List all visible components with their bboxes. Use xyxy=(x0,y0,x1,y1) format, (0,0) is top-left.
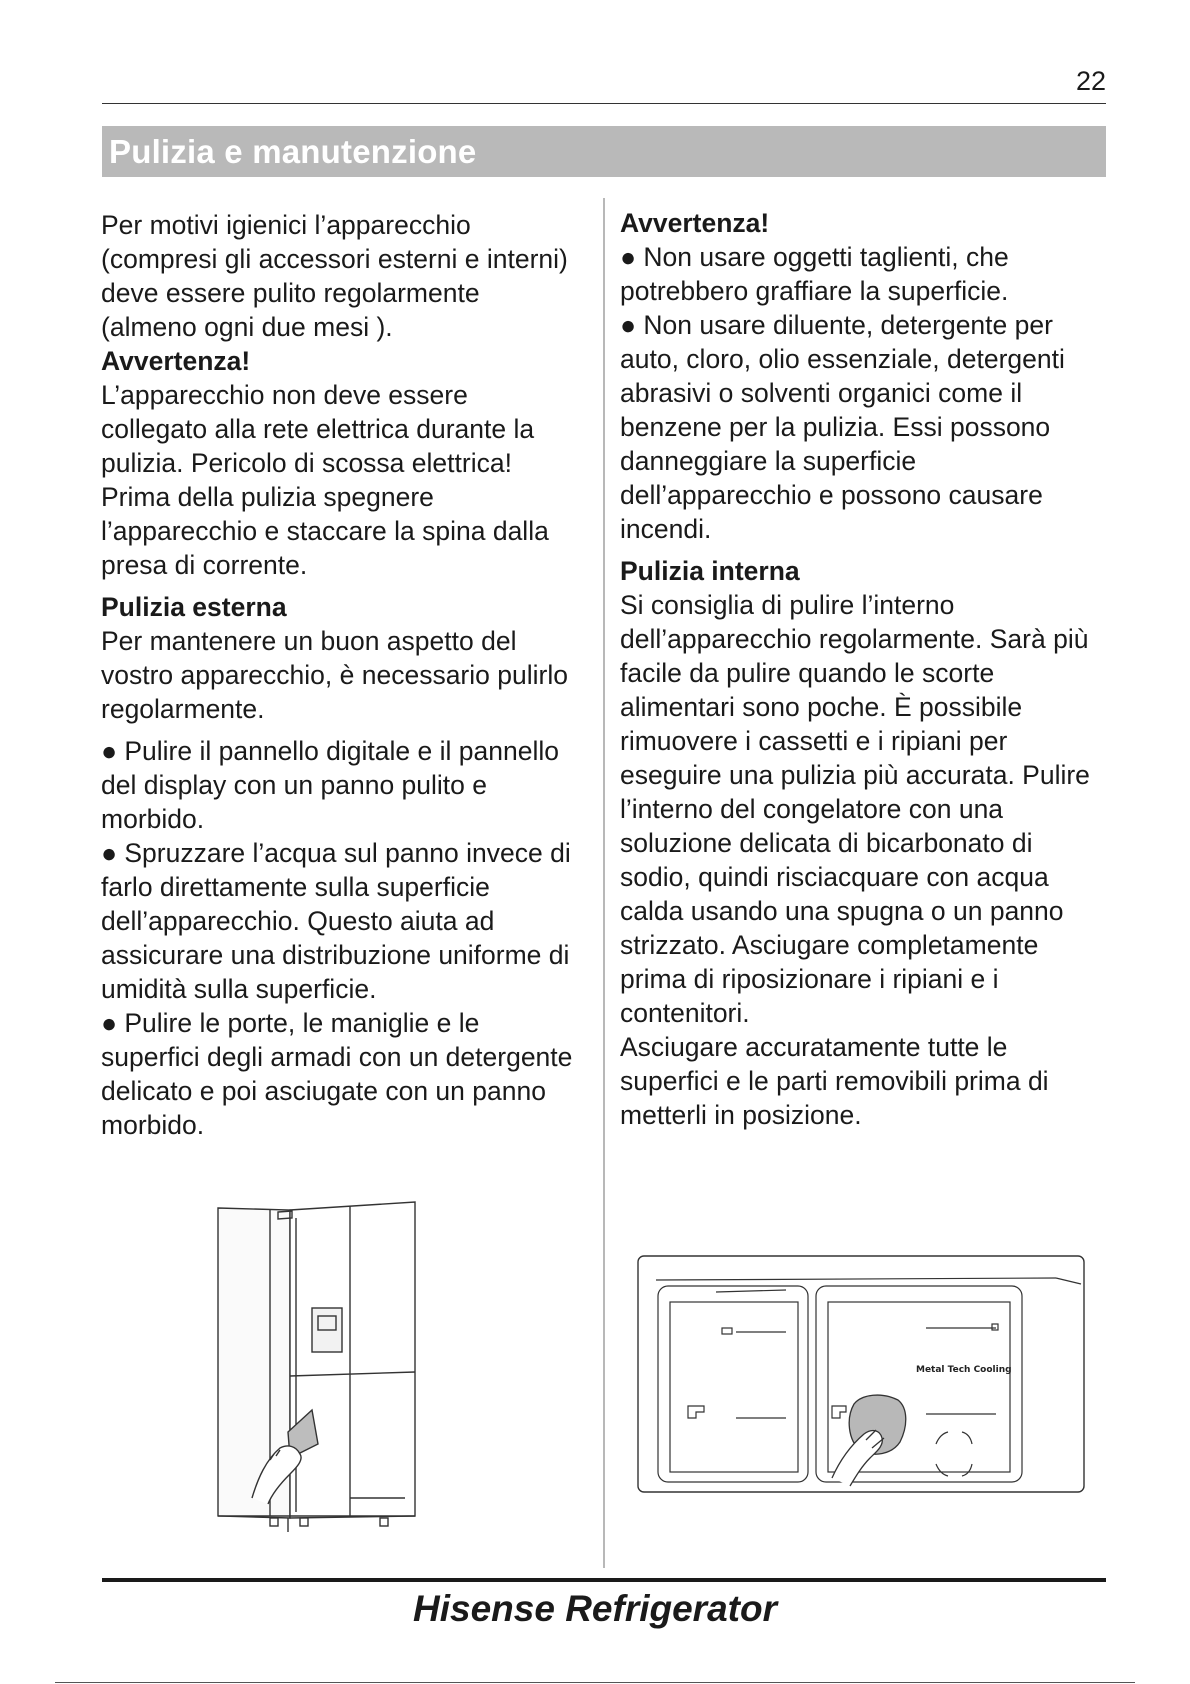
external-cleaning-paragraph: Per mantenere un buon aspetto del vostro apparecchio, è necessario pulirlo regolarmente. xyxy=(101,626,568,724)
bullet-item: ● Non usare oggetti taglienti, che potrebbero graffiare la superficie. xyxy=(620,242,1009,306)
bullet-item: ● Pulire le porte, le maniglie e le superfici degli armadi con un detergente delicato e poi asciugate con un panno morbido. xyxy=(101,1008,573,1140)
page-number: 22 xyxy=(1075,66,1106,96)
bottom-rule xyxy=(102,1578,1106,1582)
internal-cleaning-paragraph: Asciugare accuratamente tutte le superfici e le parti removibili prima di metterli in posizione. xyxy=(620,1032,1049,1130)
section-title: Pulizia e manutenzione xyxy=(109,133,477,170)
internal-cleaning-paragraph: Si consiglia di pulire l’interno dell’apparecchio regolarmente. Sarà più facile da pulire quando le scorte alimentari sono poche. È possibile rimuovere i cassetti e i ripiani per eseguire una pulizia più accurata. Pulire l’interno del congelatore con una soluzione delicata di bicarbonato di sodio, quindi risciacquare con acqua calda usando una spugna o un panno strizzato. Asciugare completamente prima di riposizionare i ripiani e i contenitori. xyxy=(620,590,1090,1028)
column-divider xyxy=(603,198,605,1568)
bullet-item: ● Pulire il pannello digitale e il pannello del display con un panno pulito e morbido. xyxy=(101,736,559,834)
internal-cleaning-heading: Pulizia interna xyxy=(620,556,800,586)
top-rule xyxy=(102,103,1106,104)
section-banner xyxy=(102,126,1106,177)
bullet-item: ● Spruzzare l’acqua sul panno invece di farlo direttamente sulla superficie dell’apparecchio. Questo aiuta ad assicurare una distribuzione uniforme di umidità sulla superficie. xyxy=(101,838,571,1004)
footer-rule xyxy=(55,1682,1135,1683)
intro-paragraph: Per motivi igienici l’apparecchio (compresi gli accessori esterni e interni) deve essere pulito regolarmente (almeno ogni due mesi ). xyxy=(101,210,568,342)
brand-footer: Hisense Refrigerator xyxy=(413,1588,777,1629)
warning-paragraph: L’apparecchio non deve essere collegato alla rete elettrica durante la pulizia. Pericolo di scossa elettrica! Prima della pulizia spegnere l’apparecchio e staccare la spina dalla presa di corrente. xyxy=(101,380,549,580)
right-column xyxy=(620,206,1102,1132)
bullet-item: ● Non usare diluente, detergente per auto, cloro, olio essenziale, detergenti abrasivi o solventi organici come il benzene per la pulizia. Essi possono danneggiare la superficie dell’apparecchio e possono causare incendi. xyxy=(620,310,1065,544)
interior-label: Metal Tech Cooling xyxy=(916,1365,1012,1375)
fridge-interior-illustration xyxy=(636,1254,1086,1494)
fridge-exterior-illustration xyxy=(200,1198,440,1538)
warning-heading: Avvertenza! xyxy=(101,346,251,376)
external-cleaning-heading: Pulizia esterna xyxy=(101,592,287,622)
left-column xyxy=(101,208,581,1142)
warning-heading: Avvertenza! xyxy=(620,208,770,238)
